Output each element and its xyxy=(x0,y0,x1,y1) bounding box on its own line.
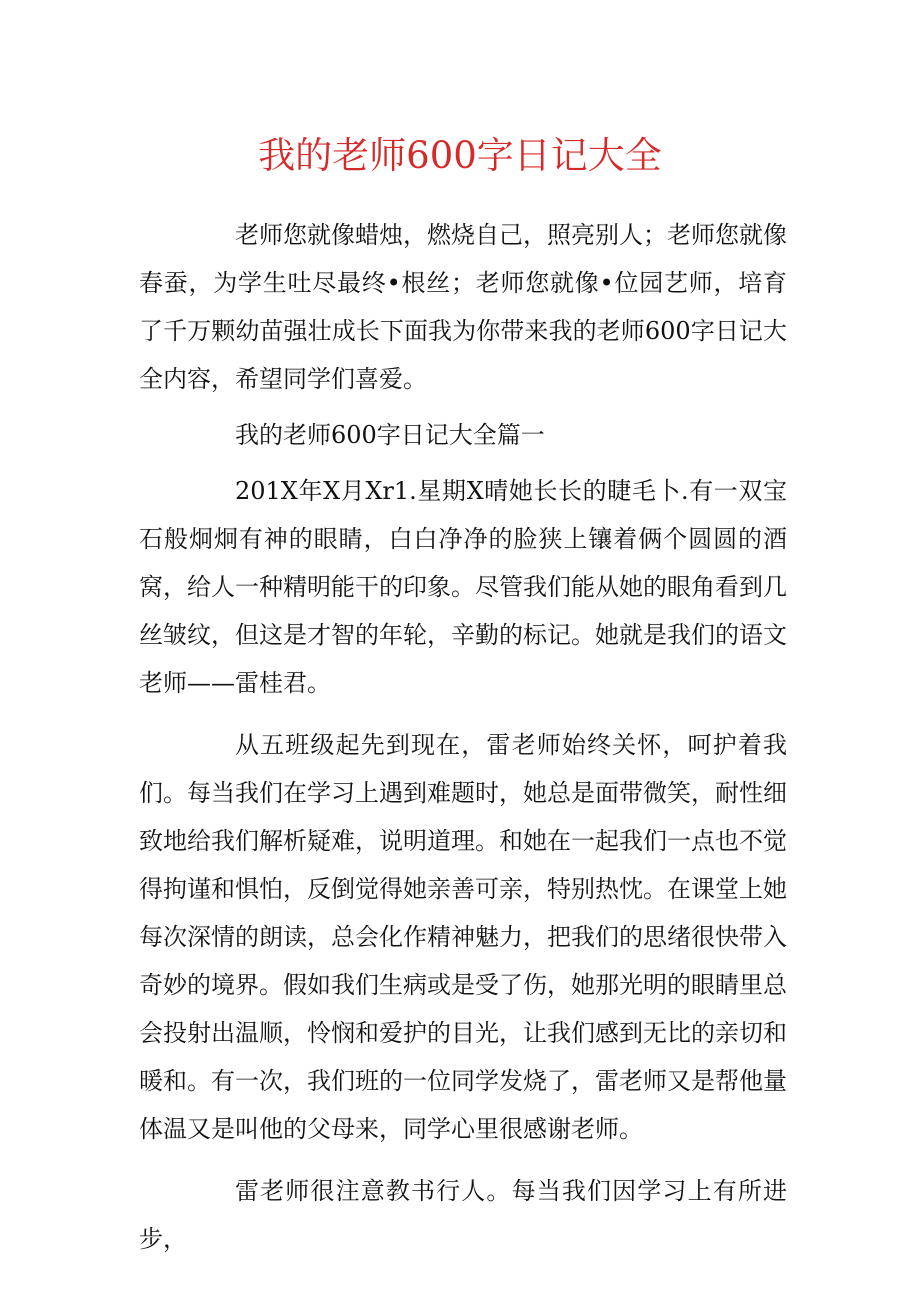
document-body xyxy=(139,211,787,1263)
body-paragraph: 雷老师很注意教书行人。每当我们因学习上有所进步， xyxy=(139,1177,787,1253)
intro-paragraph: 老师您就像蜡烛，燃烧自己，照亮别人；老师您就像春蚕，为学生吐尽最终•根丝；老师您就像•位园艺师，培育了千万颗幼苗强壮成长下面我为你带来我的老师600字日记大全内容，希望同学们喜爱。 xyxy=(139,221,787,393)
section-heading: 我的老师600字日记大全篇一 xyxy=(235,421,545,449)
document-title: 我的老师600字日记大全 xyxy=(258,134,662,177)
body-paragraph: 201X年X月Xr1.星期X晴她长长的睫毛卜.有一双宝石般炯炯有神的眼睛，白白净净的脸狭上镶着俩个圆圆的酒窝，给人一种精明能干的印象。尽管我们能从她的眼角看到几丝皱纹，但这是才智的年轮，辛勤的标记。她就是我们的语文老师——雷桂君。 xyxy=(139,477,787,697)
body-paragraph: 从五班级起先到现在，雷老师始终关怀，呵护着我们。每当我们在学习上遇到难题时，她总是面带微笑，耐性细致地给我们解析疑难，说明道理。和她在一起我们一点也不觉得拘谨和惧怕，反倒觉得她亲善可亲，特别热忱。在课堂上她每次深情的朗读，总会化作精神魅力，把我们的思绪很快带入奇妙的境界。假如我们生病或是受了伤，她那光明的眼睛里总会投射出温顺，怜悯和爱护的目光，让我们感到无比的亲切和暖和。有一次，我们班的一位同学发烧了，雷老师又是帮他量体温又是叫他的父母来，同学心里很感谢老师。 xyxy=(139,731,787,1143)
